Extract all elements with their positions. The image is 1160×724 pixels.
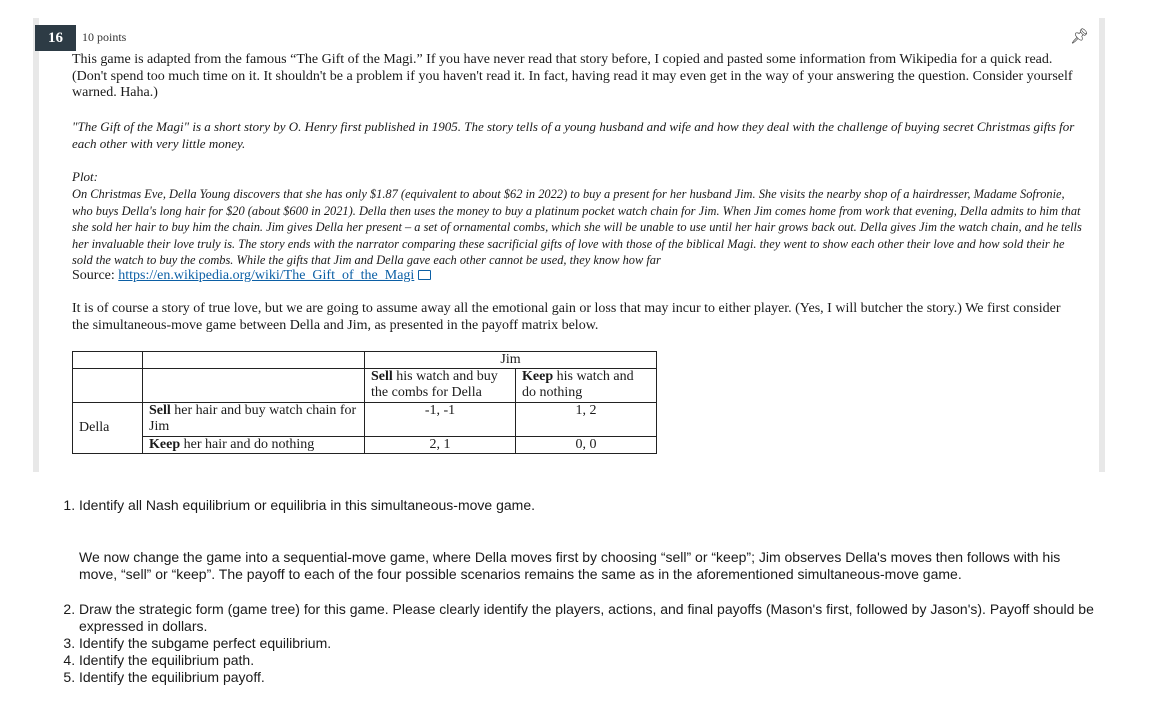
- payoff-matrix: [72, 351, 657, 454]
- source-line: [72, 268, 431, 285]
- source-link[interactable]: https://en.wikipedia.org/wiki/The_Gift_of_the_Magi: [118, 268, 415, 283]
- payoff-sell-sell: -1, -1: [365, 403, 516, 437]
- task-list-1: [62, 497, 535, 514]
- row-sell-header: Sell her hair and buy watch chain for Jim: [143, 403, 365, 437]
- sequential-text: We now change the game into a sequential-move game, where Della moves first by choosing “sell” or “keep”; Jim observes Della's moves then follows with his move, “sell” or “keep”. The payoff to each of the four possible scenarios remains the same as in the aforementioned simultaneous-move game.: [79, 549, 1061, 582]
- matrix-blank: [73, 352, 143, 369]
- row-keep-header: Keep her hair and do nothing: [143, 437, 365, 454]
- task-1: 1. Identify all Nash equilibrium or equilibria in this simultaneous-move game.: [79, 497, 535, 514]
- points-label: 10 points: [82, 30, 127, 44]
- matrix-blank: [73, 369, 143, 403]
- payoff-keep-keep: 0, 0: [516, 437, 657, 454]
- task-2: 2. Draw the strategic form (game tree) for this game. Please clearly identify the players, actions, and final payoffs (Mason's first, followed by Jason's). Payoff should be expressed in dollars.: [79, 601, 1099, 635]
- setup-text: It is of course a story of true love, but we are going to assume away all the emotional gain or loss that may incur to either player. (Yes, I will butcher the story.) We first consider the simultaneous-move game between Della and Jim, as presented in the payoff matrix below.: [72, 301, 1061, 333]
- external-link-icon: [418, 270, 431, 280]
- payoff-sell-keep: 1, 2: [516, 403, 657, 437]
- col-keep-header: Keep his watch and do nothing: [516, 369, 657, 403]
- task-3: 3. Identify the subgame perfect equilibrium.: [79, 635, 1099, 652]
- plot-text: On Christmas Eve, Della Young discovers that she has only $1.87 (equivalent to about $62 in 2022) to buy a present for her husband Jim. She visits the nearby shop of a hairdresser, Madame Sofronie, who buys Della's long hair for $20 (about $600 in 2021). Della then uses the money to buy a platinum pocket watch chain for Jim. When Jim comes home from work that evening, Della admits to him that she sold her hair to buy him the chain. Jim gives Della her present – a set of ornamental combs, which she will be unable to use until her hair grows back out. Della gives Jim the watch chain, and he tells her invaluable their love truly is. The story ends with the narrator comparing these sacrificial gifts of love with those of the biblical Magi. they went to show each other their love and how sold their he sold the watch to buy the combs. While the gifts that Jim and Della gave each other cannot be used, they know how far: [72, 187, 1082, 268]
- task-5: 5. Identify the equilibrium payoff.: [79, 669, 1099, 686]
- task-4: 4. Identify the equilibrium path.: [79, 652, 1099, 669]
- story-summary: "The Gift of the Magi" is a short story by O. Henry first published in 1905. The story tells of a young husband and wife and how they deal with the challenge of buying secret Christmas gifts for each other with very little money.: [72, 119, 1075, 151]
- plot-label: Plot:: [72, 169, 98, 184]
- pin-icon[interactable]: 📌︎: [1070, 29, 1090, 45]
- col-sell-header: Sell his watch and buy the combs for Della: [365, 369, 516, 403]
- matrix-blank: [143, 369, 365, 403]
- intro-text: This game is adapted from the famous “The Gift of the Magi.” If you have never read that story before, I copied and pasted some information from Wikipedia for a quick read. (Don't spend too much time on it. It shouldn't be a problem if you haven't read it. In fact, having read it may even get in the way of your answering the question. Consider yourself warned. Haha.): [72, 52, 1073, 101]
- payoff-keep-sell: 2, 1: [365, 437, 516, 454]
- question-number: 16: [35, 25, 76, 51]
- task-list-2: [62, 601, 1099, 686]
- row-player: Della: [73, 403, 143, 454]
- matrix-blank: [143, 352, 365, 369]
- col-player: Jim: [365, 352, 657, 369]
- source-label: Source:: [72, 268, 115, 283]
